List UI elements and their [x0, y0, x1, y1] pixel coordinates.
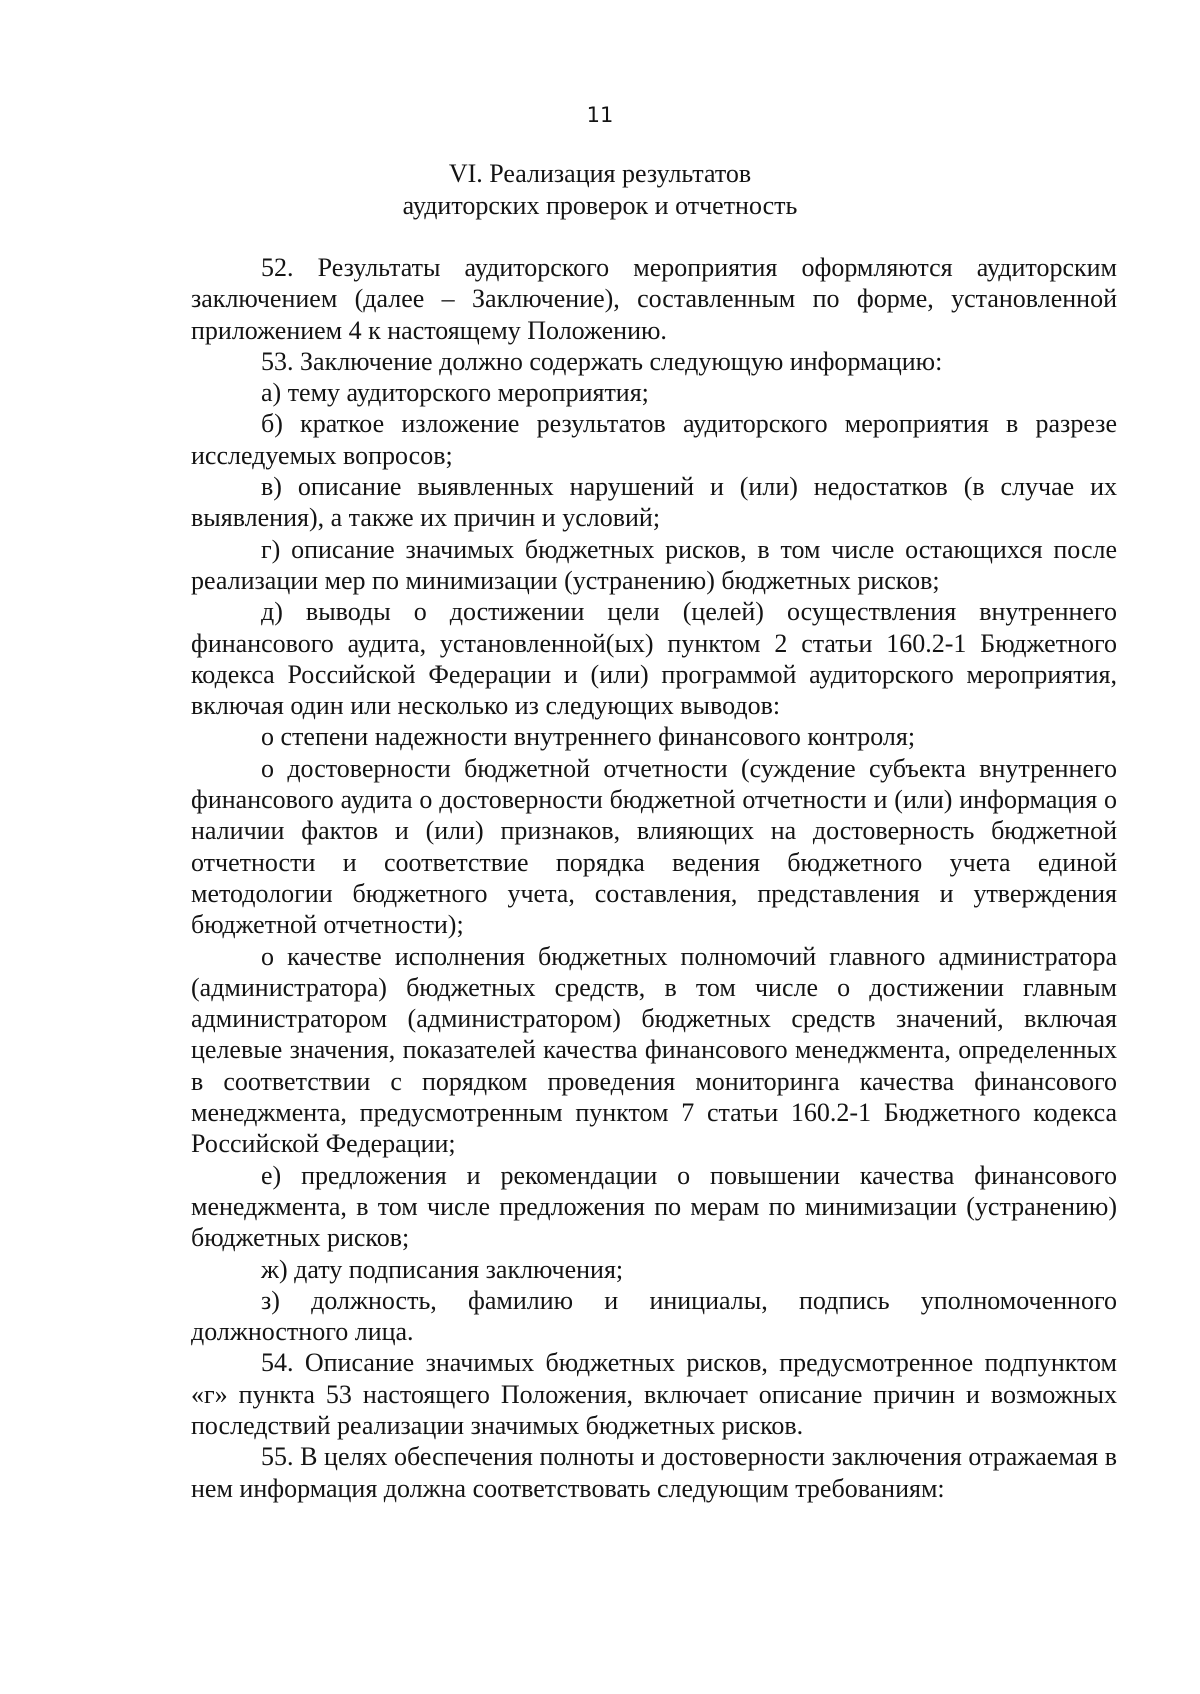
paragraph-53: 53. Заключение должно содержать следующую информацию:: [261, 346, 943, 376]
paragraph-52: 52. Результаты аудиторского мероприятия оформляются аудиторским заключением (далее – Заключение), составленным по форме, установленной приложением 4 к настоящему Положению.: [191, 253, 1117, 345]
paragraph-54: 54. Описание значимых бюджетных рисков, предусмотренное подпунктом «г» пункта 53 настоящего Положения, включает описание причин и возможных последствий реализации значимых бюджетных рисков.: [191, 1348, 1117, 1440]
conclusion-item-reliability: о степени надежности внутреннего финансового контроля;: [261, 722, 916, 752]
section-title-line-1: VI. Реализация результатов: [448, 159, 752, 188]
document-body: [191, 252, 1117, 1504]
conclusion-item-performance: о качестве исполнения бюджетных полномочий главного администратора (администратора) бюджетных средств, в том числе о достижении главным администратором (администратором) бюджетных средств значений, включая целевые значения, показателей качества финансового менеджмента, определенных в соответствии с порядком проведения мониторинга качества финансового менеджмента, предусмотренным пунктом 7 статьи 160.2-1 Бюджетного кодекса Российской Федерации;: [191, 941, 1117, 1159]
list-item-d: д) выводы о достижении цели (целей) осуществления внутреннего финансового аудита, установленной(ых) пунктом 2 статьи 160.2-1 Бюджетного кодекса Российской Федерации и (или) программой аудиторского мероприятия, включая один или несколько из следующих выводов:: [191, 597, 1117, 721]
list-item-a: а) тему аудиторского мероприятия;: [261, 378, 649, 408]
list-item-v: в) описание выявленных нарушений и (или) недостатков (в случае их выявления), а также их причин и условий;: [191, 472, 1117, 533]
list-item-e: е) предложения и рекомендации о повышении качества финансового менеджмента, в том числе предложения по мерам по минимизации (устранению) бюджетных рисков;: [191, 1160, 1117, 1253]
list-item-zh: ж) дату подписания заключения;: [261, 1254, 624, 1284]
section-heading: [0, 158, 1200, 222]
paragraph-55: 55. В целях обеспечения полноты и достоверности заключения отражаемая в нем информация должна соответствовать следующим требованиям:: [191, 1442, 1117, 1503]
list-item-g: г) описание значимых бюджетных рисков, в том числе остающихся после реализации мер по минимизации (устранению) бюджетных рисков;: [191, 534, 1117, 595]
list-item-b: б) краткое изложение результатов аудиторского мероприятия в разрезе исследуемых вопросов;: [191, 409, 1117, 470]
conclusion-item-reporting: о достоверности бюджетной отчетности (суждение субъекта внутреннего финансового аудита о достоверности бюджетной отчетности и (или) информация о наличии фактов и (или) признаков, влияющих на достоверность бюджетной отчетности и соответствие порядка ведения бюджетного учета единой методологии бюджетного учета, составления, представления и утверждения бюджетной отчетности);: [191, 753, 1117, 940]
page-number: 11: [586, 103, 614, 127]
list-item-z: з) должность, фамилию и инициалы, подпись уполномоченного должностного лица.: [191, 1285, 1117, 1347]
section-title-line-2: аудиторских проверок и отчетность: [402, 191, 798, 220]
